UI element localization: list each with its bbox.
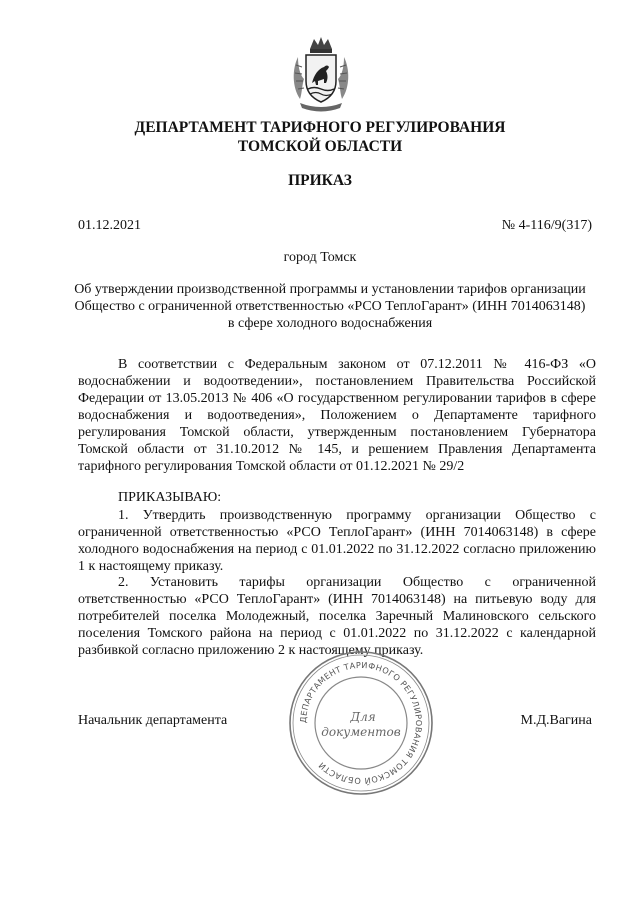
order-keyword: ПРИКАЗЫВАЮ: — [118, 490, 222, 505]
coat-of-arms-icon — [290, 35, 352, 113]
stamp-ring-text: ДЕПАРТАМЕНТ ТАРИФНОГО РЕГУЛИРОВАНИЯ ТОМСКОЙ ОБЛАСТИ — [297, 659, 425, 787]
order-number: № 4-116/9(317) — [501, 218, 592, 233]
order-subject — [60, 281, 600, 332]
subject-line-3: в сфере холодного водоснабжения — [227, 316, 433, 331]
order-date: 01.12.2021 — [78, 218, 141, 233]
order-item-2: 2. Установить тарифы организации Общество с ограниченной ответственностью «РСО ТеплоГарант» (ИНН 7014063148) на питьевую воду для потребителей поселка Молодежный, поселка Заречный Малиновского сельского поселения Томского района на период с 01.01.2022 по 31.12.2022 с календарной разбивкой согласно приложению 2 к настоящему приказу. — [78, 575, 596, 658]
preamble-paragraph: В соответствии с Федеральным законом от 07.12.2011 № 416-ФЗ «О водоснабжении и водоотведении», постановлением Правительства Российской Федерации от 13.05.2013 № 406 «О государственном регулировании тарифов в сфере водоснабжения и водоотведения», Положением о Департаменте тарифного регулирования Томской области, утвержденным постановлением Губернатора Томской области от 31.10.2012 № 145, и решением Правления Департамента тарифного регулирования Томской области от 01.12.2021 № 29/2 — [78, 357, 596, 474]
department-line-2: ТОМСКОЙ ОБЛАСТИ — [237, 138, 403, 155]
official-stamp — [286, 648, 436, 798]
city: город Томск — [283, 250, 357, 265]
document-type: ПРИКАЗ — [288, 172, 352, 189]
subject-line-1: Об утверждении производственной программы и установлении тарифов организации — [74, 282, 586, 297]
department-line-1: ДЕПАРТАМЕНТ ТАРИФНОГО РЕГУЛИРОВАНИЯ — [134, 119, 506, 136]
order-item-1: 1. Утвердить производственную программу организации Общество с ограниченной ответственностью «РСО ТеплоГарант» (ИНН 7014063148) в сфере холодного водоснабжения на период с 01.01.2022 по 31.12.2022 согласно приложению 1 к настоящему приказу. — [78, 508, 596, 574]
department-title — [0, 118, 640, 156]
signatory-position: Начальник департамента — [78, 713, 228, 728]
stamp-center-line-1: Для — [350, 710, 376, 724]
subject-line-2: Общество с ограниченной ответственностью «РСО ТеплоГарант» (ИНН 7014063148) — [74, 299, 586, 314]
signatory-name: М.Д.Вагина — [520, 713, 592, 728]
stamp-center-line-2: документов — [321, 725, 401, 739]
